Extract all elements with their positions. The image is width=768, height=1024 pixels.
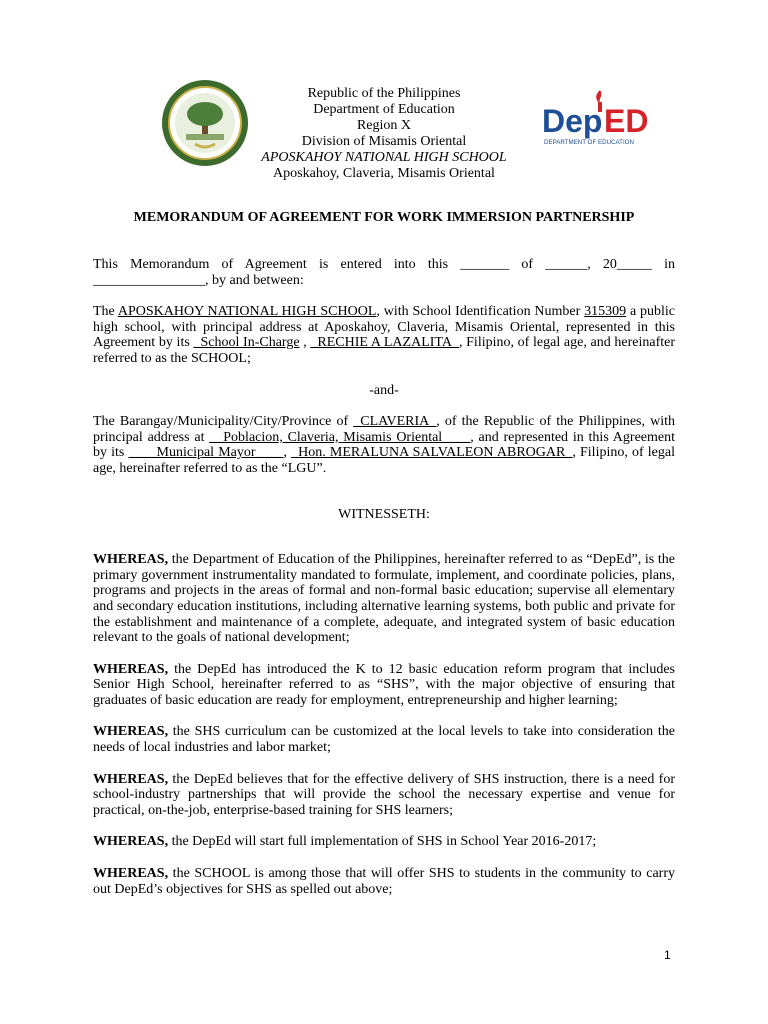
header-school-name: APOSKAHOY NATIONAL HIGH SCHOOL [261, 150, 507, 165]
lgu-party-paragraph: The Barangay/Municipality/City/Province of _CLAVERIA_, of the Republic of the Philippines, with principal address at __Poblacion, Claveria, Misamis Oriental____, and represented in this Agreement by its ____Municipal Mayor____, _Hon. MERALUNA SALVALEON ABROGAR_, Filipino, of legal age, hereinafter referred to as the “LGU”. [93, 414, 675, 476]
svg-text:Dep: Dep [542, 103, 603, 139]
school-rep-position: _School In-Charge [193, 335, 300, 351]
header-republic: Republic of the Philippines [307, 86, 461, 101]
document-body [93, 257, 675, 913]
and-separator: -and- [369, 382, 399, 398]
whereas-clause: WHEREAS, the Department of Education of the Philippines, hereinafter referred to as “DepEd”, is the primary government instrumentality mandated to formulate, implement, and coordinate policies, plans, programs and projects in the areas of formal and non-formal basic education; supervise all elementary and secondary education institutions, including alternative learning systems, both public and private for the establishment and maintenance of a complete, adequate, and integrated system of basic education relevant to the goals of national development; [93, 552, 675, 646]
whereas-clause: WHEREAS, the DepEd believes that for the effective delivery of SHS instruction, there is a need for school-industry partnerships that will provide the school the necessary expertise and venue for practical, on-the-job, enterprise-based training for SHS learners; [93, 771, 675, 818]
svg-text:ED: ED [604, 103, 649, 139]
school-name: APOSKAHOY NATIONAL HIGH SCHOOL [117, 304, 377, 320]
document-title: MEMORANDUM OF AGREEMENT FOR WORK IMMERSION PARTNERSHIP [133, 210, 635, 225]
logo-subtitle: DEPARTMENT OF EDUCATION [544, 139, 634, 146]
lgu-place: _CLAVERIA_ [353, 414, 437, 430]
witnesseth-heading: WITNESSETH: [338, 506, 430, 522]
school-id: 315309 [584, 304, 627, 320]
school-party-paragraph: The APOSKAHOY NATIONAL HIGH SCHOOL, with School Identification Number 315309 a public high school, with principal address at Aposkahoy, Claveria, Misamis Oriental, represented in this Agreement by its _School In-Charge , _RECHIE A LAZALITA_, Filipino, of legal age, and hereinafter referred to as the SCHOOL; [93, 304, 676, 366]
header-division: Division of Misamis Oriental [301, 134, 467, 149]
whereas-clause: WHEREAS, the SCHOOL is among those that will offer SHS to students in the community to carry out DepEd’s objectives for SHS as spelled out above; [93, 866, 675, 897]
lgu-address: __Poblacion, Claveria, Misamis Oriental____ [209, 429, 471, 445]
intro-paragraph: This Memorandum of Agreement is entered into this _______ of ______, 20_____ in ________________, by and between: [93, 257, 675, 288]
whereas-clause: WHEREAS, the SHS curriculum can be customized at the local levels to take into consideration the needs of local industries and labor market; [93, 724, 675, 756]
whereas-clause: WHEREAS, the DepEd will start full implementation of SHS in School Year 2016-2017; [93, 834, 597, 850]
deped-logo-icon [540, 88, 662, 148]
header-region: Region X [356, 118, 412, 133]
header-department: Department of Education [313, 102, 455, 117]
whereas-clause: WHEREAS, the DepEd has introduced the K to 12 basic education reform program that includes Senior High School, hereinafter referred to as “SHS”, with the major objective of ensuring that graduates of basic education are ready for employment, entrepreneurship and higher learning; [93, 661, 675, 708]
header-address: Aposkahoy, Claveria, Misamis Oriental [273, 166, 495, 181]
page-number: 1 [664, 948, 671, 962]
lgu-rep-position: ____Municipal Mayor____ [128, 445, 284, 461]
lgu-rep-name: _Hon. MERALUNA SALVALEON ABROGAR_ [291, 445, 573, 461]
school-rep-name: _RECHIE A LAZALITA_ [310, 335, 459, 351]
